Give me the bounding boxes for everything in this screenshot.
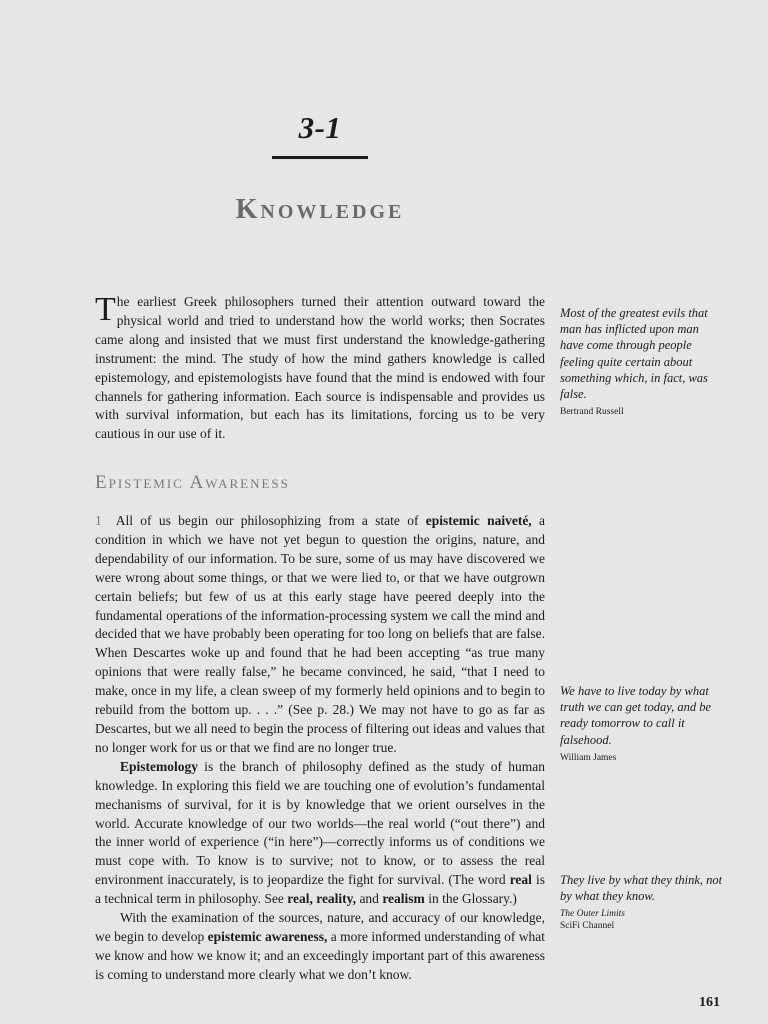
quote-attribution: William James (560, 752, 617, 763)
term-epistemic-awareness: epistemic awareness, (207, 928, 328, 944)
term-epistemology: Epistemology (120, 758, 199, 774)
paragraph-3: With the examination of the sources, nature, and accuracy of our knowledge, we begin to develop epistemic awareness, a more informed understanding of what we know and how we know it; and an exceedingly important part of this awareness is coming to understand more clearly what we don’t know. (95, 910, 545, 982)
quote-text: Most of the greatest evils that man has inflicted upon man have come through people feeling quite certain about something which, in fact, was false. (560, 306, 708, 402)
intro-text: he earliest Greek philosophers turned their attention outward toward the physical world and tried to understand how the world works; then Socrates came along and insisted that we must first understand the knowledge-gathering instrument: the mind. The study of how the mind gathers knowledge is called epistemology, and epistemologists have found that the mind is endowed with four channels for gathering information. Each source is indispensable and provides us with survival information, but each has its limitations, forcing us to be very cautious in our use of it. (95, 294, 545, 442)
quote-attribution: Bertrand Russell (560, 407, 624, 418)
chapter-number: 3-1 (298, 110, 342, 145)
page-number: 161 (699, 995, 720, 1010)
intro-paragraph (95, 293, 545, 444)
paragraph-number: 1 (95, 513, 102, 528)
chapter-rule (272, 156, 368, 159)
sidebar-quote-russell (560, 305, 725, 419)
section-heading: Epistemic Awareness (95, 472, 290, 493)
term-realism: realism (382, 891, 425, 907)
term-epistemic-naivete: epistemic naiveté, (425, 513, 532, 528)
paragraph-2: Epistemology is the branch of philosophy defined as the study of human knowledge. In exploring this field we are touching one of evolution’s fundamental mechanisms of survival, for it is by knowledge that we orient ourselves in the world. Accurate knowledge of our two worlds—the real world (“out there”) and the inner world of experience (“in here”)—correctly informs us of conditions we must cope with. To know is to survive; not to know, or to assess the real environment inaccurately, is to jeopardize the fight for survival. (The word real is a technical term in philosophy. See real, reality, and realism in the Glossary.) (95, 758, 545, 907)
sidebar-quote-james (560, 683, 725, 764)
quote-text: They live by what they think, not by what they know. (560, 873, 723, 904)
term-real: real (509, 872, 532, 888)
quote-text: We have to live today by what truth we can get today, and be ready tomorrow to call it falsehood. (560, 684, 712, 747)
quote-attribution: The Outer Limits SciFi Channel (560, 909, 625, 931)
sidebar-quote-outer-limits (560, 872, 725, 932)
drop-cap: T (95, 291, 116, 328)
paragraph-1: 1 All of us begin our philosophizing from a state of epistemic naiveté, a condition in which we have not yet begun to question the origins, nature, and dependability of our information. To be sure, some of us may have discovered we were wrong about some things, or that we were lied to, or that we have outgrown certain beliefs; but few of us at this early stage have peered deeply into the fundamental operations of the information-processing system we call the mind and decided that we have probably been operating for too long on beliefs that are false. When Descartes woke up and found that he had been accepting “as true many opinions that were really false,” he became convinced, he said, “that I need to make, once in my life, a clean sweep of my formerly held opinions and to begin to rebuild from the bottom up. . . .” (See p. 28.) We may not have to go as far as Descartes, but we all need to begin the process of filtering out ideas and values that no longer work for us or that we find are no longer true. (95, 513, 545, 755)
body-text (95, 512, 545, 985)
chapter-title: Knowledge (235, 194, 405, 225)
term-real-reality: real, reality, (287, 891, 357, 907)
